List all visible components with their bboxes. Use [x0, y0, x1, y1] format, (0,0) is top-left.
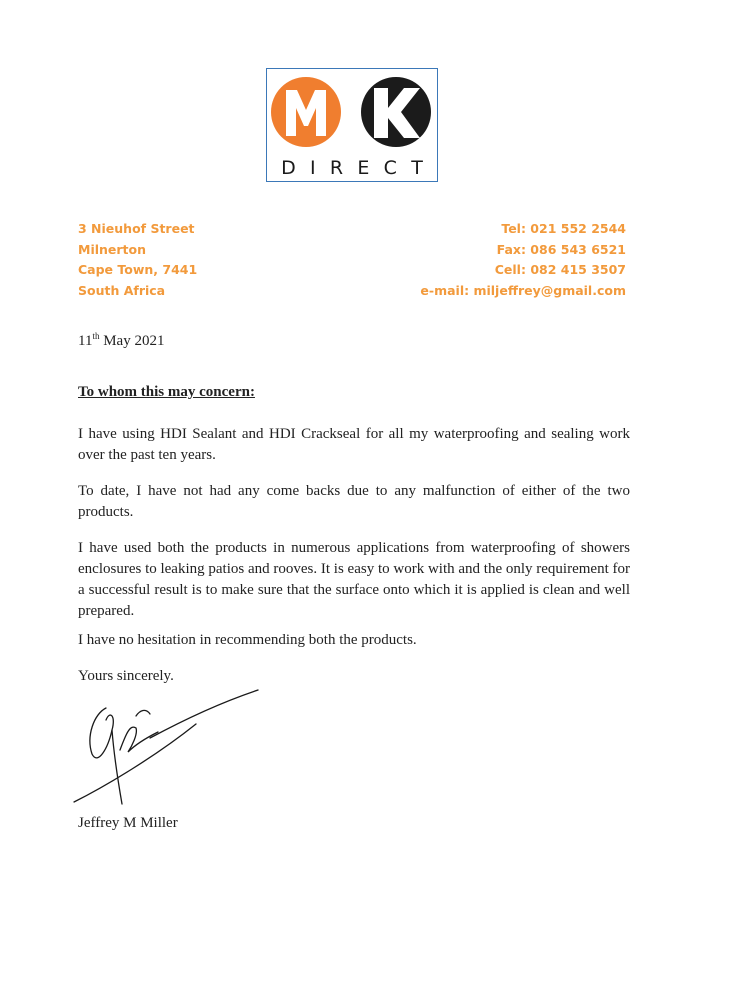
closing: Yours sincerely. [78, 668, 174, 684]
body-paragraph-3: I have used both the products in numerous applications from waterproofing of showers enclosures to leaking patios and rooves. It is easy to work with and the only requirement for a successful result is to make sure that the surface onto which it is applied is clean and well prepared. [78, 540, 630, 619]
contact-fax: Fax: 086 543 6521 [496, 241, 626, 257]
address-line: Milnerton [78, 241, 147, 257]
contact-email: e-mail: miljeffrey@gmail.com [420, 282, 626, 298]
logo-direct-text: D I R E C T [281, 157, 423, 179]
address-line: 3 Nieuhof Street [78, 221, 195, 236]
handwritten-signature [66, 686, 266, 816]
signatory-name: Jeffrey M Miller [78, 815, 178, 831]
body-paragraph-4: I have no hesitation in recommending both the products. [78, 632, 417, 648]
contact-tel: Tel: 021 552 2544 [501, 221, 626, 236]
sender-address [78, 219, 197, 301]
address-line: South Africa [78, 282, 166, 298]
body-paragraph-2: To date, I have not had any come backs due to any malfunction of either of the two products. [78, 483, 630, 520]
contact-cell: Cell: 082 415 3507 [494, 262, 626, 277]
address-line: Cape Town, 7441 [78, 262, 198, 277]
body-paragraph-1: I have using HDI Sealant and HDI Crackseal for all my waterproofing and sealing work over the past ten years. [78, 426, 630, 463]
letter-date: 11th May 2021 [78, 331, 165, 349]
letter-subject: To whom this may concern: [78, 384, 255, 400]
contact-details [420, 219, 626, 301]
